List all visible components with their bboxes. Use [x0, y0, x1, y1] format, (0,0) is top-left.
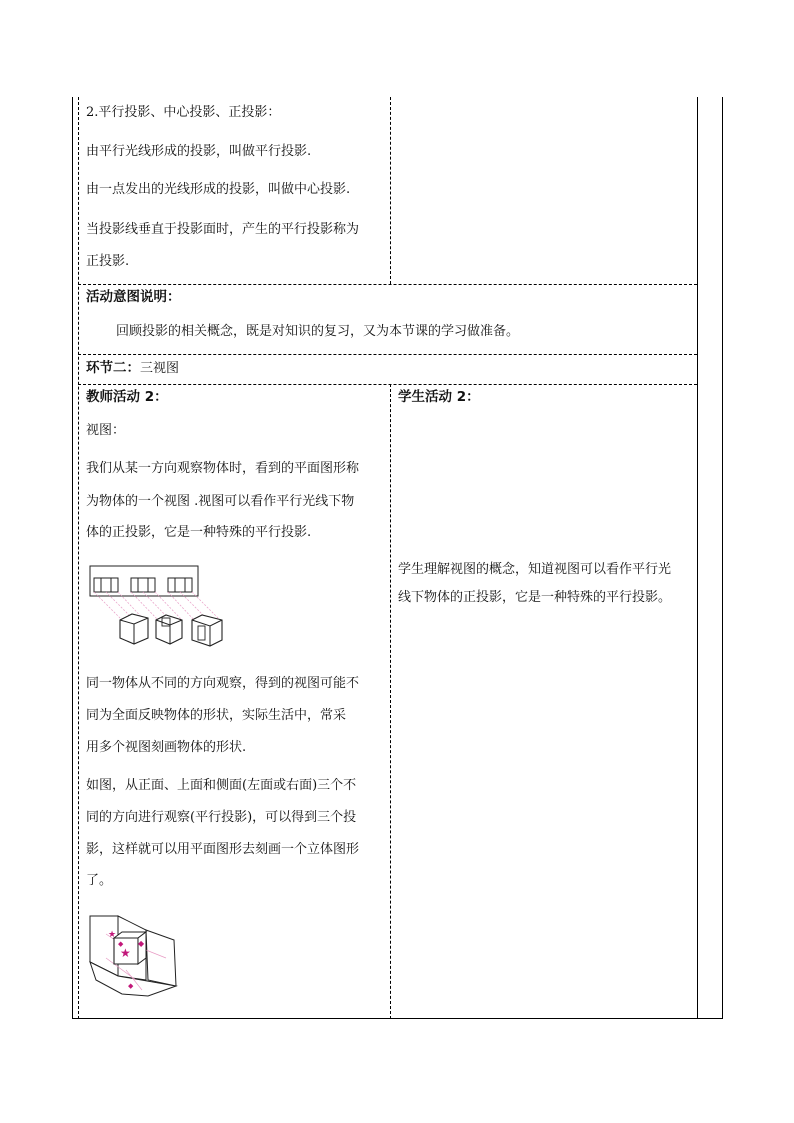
- teacher-line-3: 为物体的一个视图 .视图可以看作平行光线下物: [86, 494, 355, 509]
- teacher-line-8: 如图，从正面、上面和侧面(左面或右面)三个不: [86, 778, 357, 793]
- segment-name: 三视图: [140, 361, 180, 376]
- teacher-line-5: 同一物体从不同的方向观察，得到的视图可能不: [86, 676, 360, 691]
- table-border-bottom: [72, 1018, 723, 1019]
- teacher-line-7: 用多个视图刻画物体的形状.: [86, 740, 247, 755]
- concept-line-1: 2.平行投影、中心投影、正投影：: [86, 105, 281, 120]
- table-border-right: [722, 97, 723, 1019]
- teacher-line-4: 体的正投影，它是一种特殊的平行投影.: [86, 525, 312, 540]
- teacher-line-6: 同为全面反映物体的形状，实际生活中，常采: [86, 708, 347, 723]
- svg-text:◆: ◆: [128, 982, 134, 990]
- concept-line-5: 正投影.: [86, 254, 130, 269]
- teacher-line-10: 影，这样就可以用平面图形去刻画一个立体图形: [86, 842, 360, 857]
- svg-text:★: ★: [120, 946, 131, 960]
- views-figure: [86, 562, 226, 654]
- three-view-cube-figure: [86, 910, 181, 1000]
- teacher-line-2: 我们从某一方向观察物体时，看到的平面图形称: [86, 461, 360, 476]
- table-inner-right-border: [697, 97, 698, 1019]
- table-inner-left-border: [78, 97, 79, 1019]
- student-heading: 学生活动 2：: [398, 389, 480, 405]
- intent-body: 回顾投影的相关概念，既是对知识的复习，又为本节课的学习做准备。: [116, 324, 520, 339]
- teacher-line-1: 视图：: [86, 423, 126, 438]
- svg-text:★: ★: [108, 930, 117, 940]
- student-line-1: 学生理解视图的概念，知道视图可以看作平行光: [398, 562, 672, 577]
- column-divider-top: [390, 97, 391, 284]
- row-divider-3: [78, 384, 697, 385]
- concept-line-4: 当投影线垂直于投影面时，产生的平行投影称为: [86, 222, 360, 237]
- student-line-2: 线下物体的正投影，它是一种特殊的平行投影。: [398, 590, 672, 605]
- svg-text:◆: ◆: [118, 940, 124, 948]
- table-border-left: [72, 97, 73, 1019]
- svg-text:◆: ◆: [138, 939, 145, 948]
- segment-prefix: 环节二：: [86, 360, 140, 376]
- concept-line-3: 由一点发出的光线形成的投影，叫做中心投影.: [86, 182, 351, 197]
- teacher-line-11: 了。: [86, 873, 113, 888]
- teacher-line-9: 同的方向进行观察(平行投影)，可以得到三个投: [86, 810, 357, 825]
- segment-title: [86, 353, 179, 384]
- intent-heading: 活动意图说明：: [86, 289, 181, 305]
- teacher-heading: 教师活动 2：: [86, 389, 168, 405]
- concept-line-2: 由平行光线形成的投影，叫做平行投影.: [86, 144, 312, 159]
- column-divider-bottom: [390, 384, 391, 1019]
